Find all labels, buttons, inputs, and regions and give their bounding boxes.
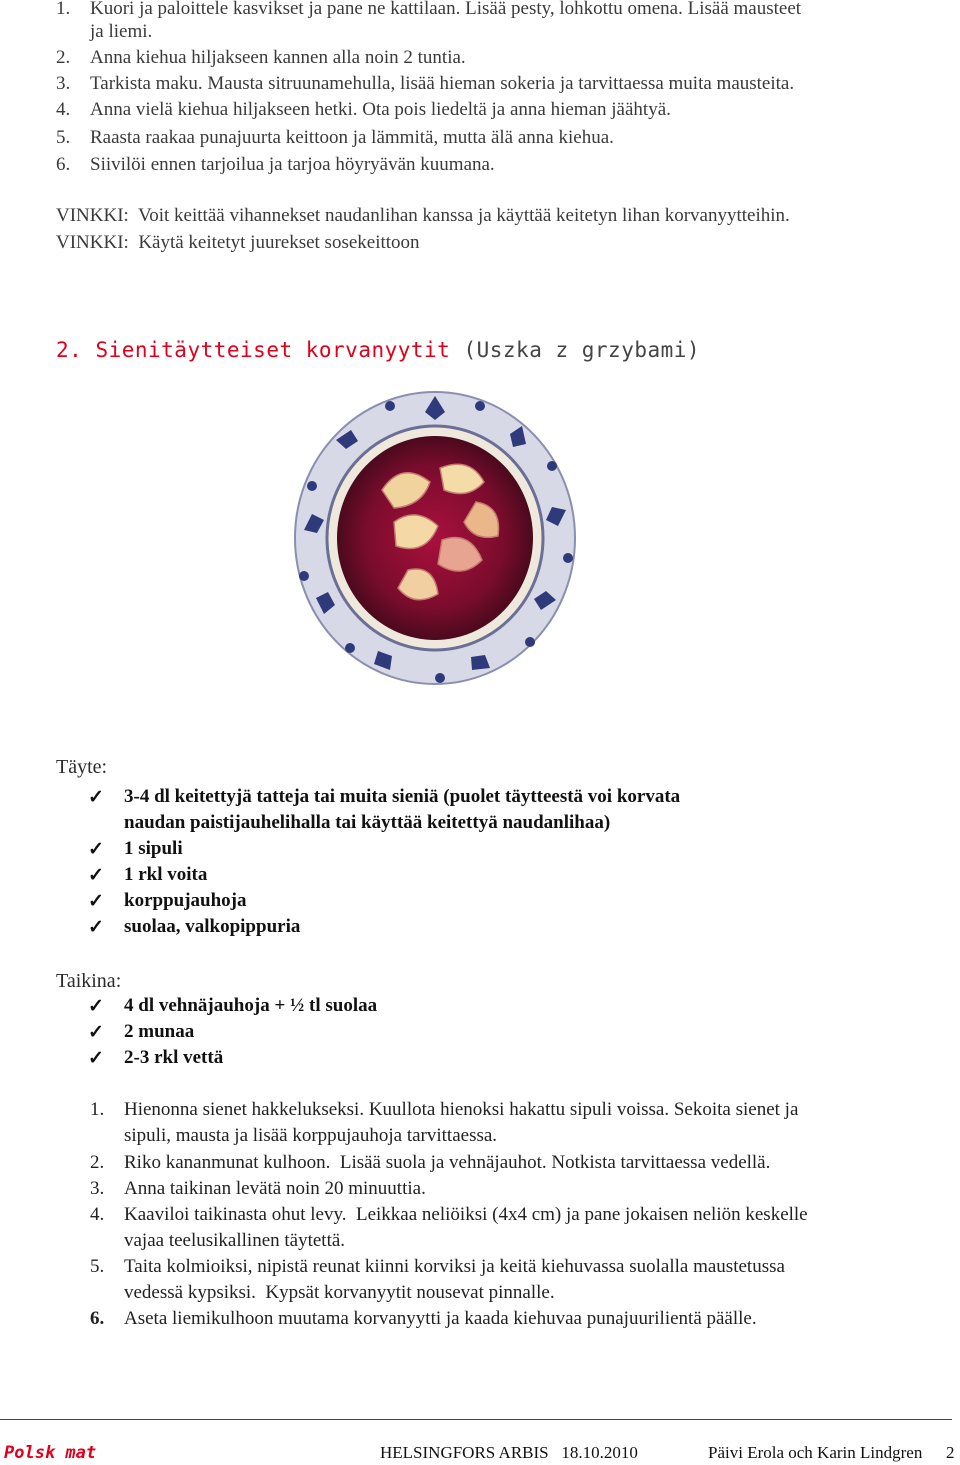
top-step-3-number: 3. [56,73,71,94]
check-icon: ✓ [88,839,104,860]
footer-section-name: Polsk mat [4,1443,97,1463]
footer-page-number: 2 [946,1443,955,1462]
top-step-4-number: 4. [56,99,71,120]
step-5-text-cont: vedessä kypsiksi. Kypsät korvanyytit nousevat pinnalle. [124,1282,555,1303]
check-icon: ✓ [88,787,104,808]
footer-org-date: HELSINGFORS ARBIS 18.10.2010 [380,1443,638,1462]
step-6-text: Aseta liemikulhoon muutama korvanyytti ja kaada kiehuvaa punajuurilientä päälle. [124,1308,757,1329]
filling-label: Täyte: [56,756,108,778]
top-step-1-text-cont: ja liemi. [90,21,153,42]
recipe-number: 2. [56,338,83,362]
check-icon: ✓ [88,891,104,912]
dough-item-2-text: 2 munaa [124,1021,195,1042]
tip-2: VINKKI: Käytä keitetyt juurekset sosekeittoon [56,232,420,253]
step-1-text-cont: sipuli, mausta ja lisää korppujauhoja tarvittaessa. [124,1125,498,1146]
step-2-text: Riko kananmunat kulhoon. Lisää suola ja vehnäjauhot. Notkista tarvittaessa vedellä. [124,1152,771,1173]
check-icon: ✓ [88,1048,104,1069]
footer-authors: Päivi Erola och Karin Lindgren [708,1443,923,1462]
filling-item-1-text: 3-4 dl keitettyjä tatteja tai muita sieniä (puolet täytteestä voi korvata [124,786,681,807]
step-4-text: Kaaviloi taikinasta ohut levy. Leikkaa neliöiksi (4x4 cm) ja pane jokaisen neliön keskelle [124,1204,808,1225]
top-step-3-text: Tarkista maku. Mausta sitruunamehulla, lisää hieman sokeria ja tarvittaessa muita mausteita. [90,73,795,94]
top-step-5-text: Raasta raakaa punajuurta keittoon ja lämmitä, mutta älä anna kiehua. [90,127,614,148]
step-1-text: Hienonna sienet hakkelukseksi. Kuullota hienoksi hakattu sipuli voissa. Sekoita sienet ja [124,1099,799,1120]
recipe-title: Sienitäytteiset korvanyytit [95,338,451,362]
step-5-text: Taita kolmioiksi, nipistä reunat kiinni korviksi ja keitä kiehuvassa suolalla maustetussa [124,1256,785,1277]
step-5-number: 5. [90,1256,105,1277]
filling-item-3-text: 1 rkl voita [124,864,208,885]
check-icon: ✓ [88,996,104,1017]
check-icon: ✓ [88,1022,104,1043]
step-6-number: 6. [90,1308,105,1329]
top-step-2-text: Anna kiehua hiljakseen kannen alla noin 2 tuntia. [90,47,466,68]
step-3-text: Anna taikinan levätä noin 20 minuuttia. [124,1178,426,1199]
dough-item-1-text: 4 dl vehnäjauhoja + ½ tl suolaa [124,995,378,1016]
footer-divider [0,1419,952,1420]
dumpling-bowl-photo [290,390,580,690]
top-step-2-number: 2. [56,47,71,68]
check-icon: ✓ [88,865,104,886]
check-icon: ✓ [88,917,104,938]
filling-item-5-text: suolaa, valkopippuria [124,916,301,937]
tip-1: VINKKI: Voit keittää vihannekset naudanlihan kanssa ja käyttää keitetyn lihan korvanyytteihin. [56,205,790,226]
step-4-number: 4. [90,1204,105,1225]
dough-label: Taikina: [56,970,122,992]
recipe-heading [56,338,700,362]
top-step-5-number: 5. [56,127,71,148]
top-step-4-text: Anna vielä kiehua hiljakseen hetki. Ota pois liedeltä ja anna hieman jäähtyä. [90,99,671,120]
step-3-number: 3. [90,1178,105,1199]
step-1-number: 1. [90,1099,105,1120]
step-2-number: 2. [90,1152,105,1173]
recipe-subtitle: (Uszka z grzybami) [463,338,701,362]
top-step-1-number: 1. [56,0,71,19]
filling-item-4-text: korppujauhoja [124,890,247,911]
filling-item-2-text: 1 sipuli [124,838,183,859]
top-step-1-text: Kuori ja paloittele kasvikset ja pane ne kattilaan. Lisää pesty, lohkottu omena. Lisää mausteet [90,0,802,19]
top-step-6-number: 6. [56,154,71,175]
dough-item-3-text: 2-3 rkl vettä [124,1047,224,1068]
step-4-text-cont: vajaa teelusikallinen täytettä. [124,1230,346,1251]
filling-item-1-text-cont: naudan paistijauhelihalla tai käyttää keitettyä naudanlihaa) [124,812,611,833]
top-step-6-text: Siivilöi ennen tarjoilua ja tarjoa höyryävän kuumana. [90,154,495,175]
